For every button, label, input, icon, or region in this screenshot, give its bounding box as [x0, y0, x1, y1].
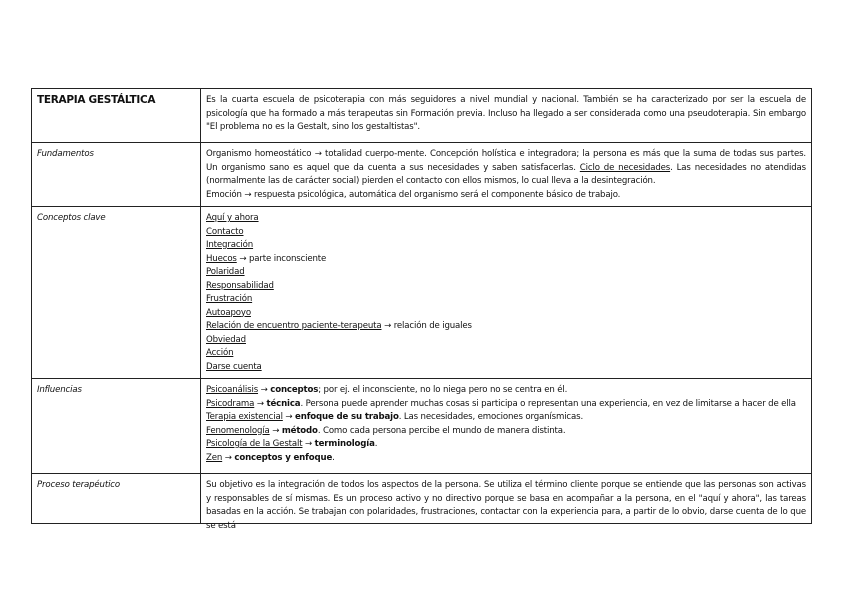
list-item: [206, 425, 806, 439]
influence-note: . Persona puede aprender muchas cosas si participa o representan una experiencia, en vez de limitarse a hacer de ella: [300, 398, 796, 409]
list-item: [206, 361, 806, 375]
concept-link[interactable]: Aquí y ahora: [206, 213, 259, 223]
list-item: [206, 398, 806, 412]
intro-text: Es la cuarta escuela de psicoterapia con más seguidores a nivel mundial y nacional. También se ha caracterizado por ser la escuela de psicología que ha formado a más terapeutas sin Formación previa. Incluso ha llegado a ser considerada como una pseudoterapia. Sin embargo "El problema no es la Gestalt, sino los gestaltistas".: [201, 89, 812, 143]
list-item: [206, 280, 806, 294]
row-label-cell: [32, 474, 201, 524]
influence-note: . Las necesidades, emociones organísmicas.: [398, 412, 584, 422]
list-item: [206, 438, 806, 452]
influence-key: conceptos: [270, 385, 319, 395]
influence-link[interactable]: Psicoanálisis: [206, 385, 259, 395]
concept-link[interactable]: Contacto: [206, 226, 244, 237]
row-label-influencias: Influencias: [37, 385, 82, 395]
influence-link[interactable]: Psicodrama: [206, 398, 255, 409]
fundamentos-content: [201, 143, 812, 207]
table-title: TERAPIA GESTÁLTICA: [37, 94, 156, 106]
list-item: [206, 411, 806, 425]
concept-link[interactable]: Integración: [206, 240, 254, 250]
list-item: [206, 212, 806, 226]
proceso-text: Su objetivo es la integración de todos los aspectos de la persona. Se utiliza el término cliente porque se entiende que las personas son activas y responsables de sí mismas. Es un proceso activo y no directivo porque se basa en acompañar a la persona, en el "aquí y ahora", las tareas basadas en la acción. Se trabajan con polaridades, frustraciones, contactar con la experiencia para, a partir de lo obvio, darse cuenta de lo que se está: [206, 480, 806, 531]
proceso-cell: [201, 474, 812, 531]
influence-link[interactable]: Fenomenología: [206, 425, 270, 436]
list-item: [206, 226, 806, 240]
arrow: →: [254, 398, 267, 409]
influence-key: conceptos y enfoque: [234, 452, 333, 463]
influence-note: .: [374, 439, 378, 449]
table-row-fundamentos: [32, 143, 812, 207]
table-row-influencias: [32, 379, 812, 474]
concept-link[interactable]: Darse cuenta: [206, 361, 262, 372]
fundamentos-text-a: Organismo homeostático → totalidad cuerpo-mente. Concepción holística e integradora; la persona es más que la suma de todas sus partes. Un organismo sano es aquel que da cuenta a sus necesidades y saben satisfacerlas.: [206, 149, 806, 173]
table-row-intro: [32, 89, 812, 143]
influence-note: .: [332, 452, 335, 463]
arrow: →: [302, 439, 315, 449]
arrow: →: [222, 452, 235, 463]
influence-note: ; por ej. el inconsciente, no lo niega pero no se centra en él.: [318, 385, 568, 395]
concept-note: → relación de iguales: [381, 321, 472, 331]
list-item: [206, 253, 806, 267]
table-row-proceso: [32, 474, 812, 524]
concept-link[interactable]: Obviedad: [206, 334, 246, 345]
row-label-fundamentos: Fundamentos: [37, 149, 94, 159]
list-item: [206, 307, 806, 321]
list-item: [206, 266, 806, 280]
row-label-cell: [32, 207, 201, 379]
influence-link[interactable]: Psicología de la Gestalt: [206, 439, 303, 449]
influence-link[interactable]: Zen: [206, 452, 223, 463]
list-item: [206, 384, 806, 398]
row-label-cell: [32, 379, 201, 474]
arrow: →: [269, 425, 282, 436]
row-label-conceptos: Conceptos clave: [37, 213, 106, 223]
gestalt-summary-table: [31, 88, 812, 531]
list-item: [206, 334, 806, 348]
influence-key: técnica: [266, 398, 301, 409]
row-label-cell: [32, 143, 201, 207]
list-item: [206, 293, 806, 307]
arrow: →: [258, 385, 271, 395]
concept-link[interactable]: Polaridad: [206, 267, 245, 277]
concept-link[interactable]: Relación de encuentro paciente-terapeuta: [206, 321, 382, 331]
arrow: →: [282, 412, 296, 422]
table-row-conceptos: [32, 207, 812, 379]
concept-link[interactable]: Autoapoyo: [206, 307, 251, 318]
fundamentos-emocion: Emoción → respuesta psicológica, automática del organismo será el componente básico de trabajo.: [206, 189, 621, 200]
fundamentos-text-b: . Las necesidades no atendidas (normalmente las de carácter social) pierden el contacto con ellos mismos, lo cual lleva a la desintegración.: [206, 162, 806, 186]
list-item: [206, 452, 806, 466]
conceptos-list: [201, 207, 812, 379]
influence-key: enfoque de su trabajo: [295, 412, 399, 422]
list-item: [206, 347, 806, 361]
influencias-list: [201, 379, 812, 474]
ciclo-necesidades-link[interactable]: Ciclo de necesidades: [579, 162, 671, 173]
concept-link[interactable]: Acción: [206, 348, 234, 358]
concept-link[interactable]: Huecos: [206, 253, 237, 264]
influence-key: método: [281, 425, 318, 436]
influence-link[interactable]: Terapia existencial: [206, 412, 283, 422]
concept-link[interactable]: Frustración: [206, 294, 253, 304]
row-label-cell: [32, 89, 201, 143]
list-item: [206, 320, 806, 334]
concept-note: → parte inconsciente: [236, 253, 327, 264]
list-item: [206, 239, 806, 253]
influence-note: . Como cada persona percibe el mundo de manera distinta.: [317, 425, 566, 436]
row-label-proceso: Proceso terapéutico: [37, 480, 120, 490]
concept-link[interactable]: Responsabilidad: [206, 280, 274, 291]
influence-key: terminología: [314, 439, 375, 449]
